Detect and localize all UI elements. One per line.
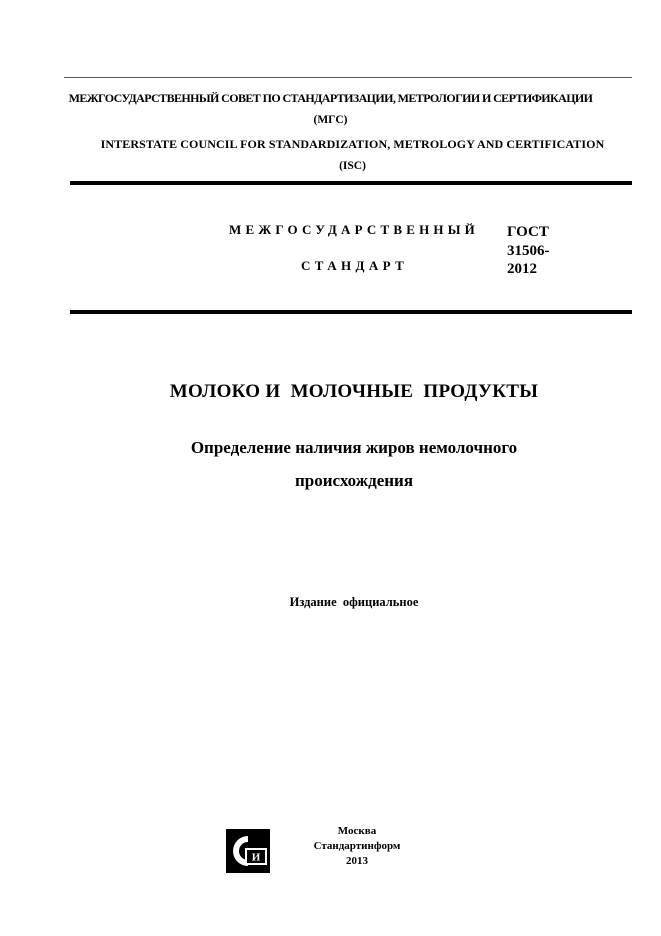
council-abbr-en: (ISC) <box>339 160 366 172</box>
header-thick-rule <box>70 181 632 185</box>
logo-lettering: И <box>251 851 261 864</box>
council-name-en: INTERSTATE COUNCIL FOR STANDARDIZATION, METROLOGY AND CERTIFICATION <box>100 137 605 151</box>
publisher-name: Стандартинформ <box>313 840 401 852</box>
publisher-block <box>301 824 413 869</box>
gost-line-1: ГОСТ <box>507 224 549 240</box>
council-name-ru: МЕЖГОСУДАРСТВЕННЫЙ СОВЕТ ПО СТАНДАРТИЗАЦИИ, МЕТРОЛОГИИ И СЕРТИФИКАЦИИ <box>68 91 593 105</box>
gost-designation <box>507 223 567 279</box>
gost-line-2: 31506- <box>507 242 550 259</box>
subtitle-line-2: происхождения <box>294 471 414 490</box>
council-abbr-ru: (МГС) <box>313 114 348 126</box>
top-thin-rule <box>64 77 632 78</box>
designation-thick-rule <box>70 310 632 314</box>
subtitle-line-1: Определение наличия жиров немолочного <box>190 438 518 457</box>
document-subtitle <box>0 431 661 497</box>
standard-label: СТАНДАРТ <box>301 258 409 273</box>
document-title: МОЛОКО И МОЛОЧНЫЕ ПРОДУКТЫ <box>169 381 539 402</box>
interstate-label: МЕЖГОСУДАРСТВЕННЫЙ <box>229 222 479 237</box>
publisher-city: Москва <box>337 825 377 837</box>
edition-label: Издание официальное <box>289 595 419 609</box>
standartinform-logo-icon <box>226 829 270 873</box>
gost-line-3: 2012 <box>507 261 537 277</box>
publication-year: 2013 <box>346 855 368 867</box>
